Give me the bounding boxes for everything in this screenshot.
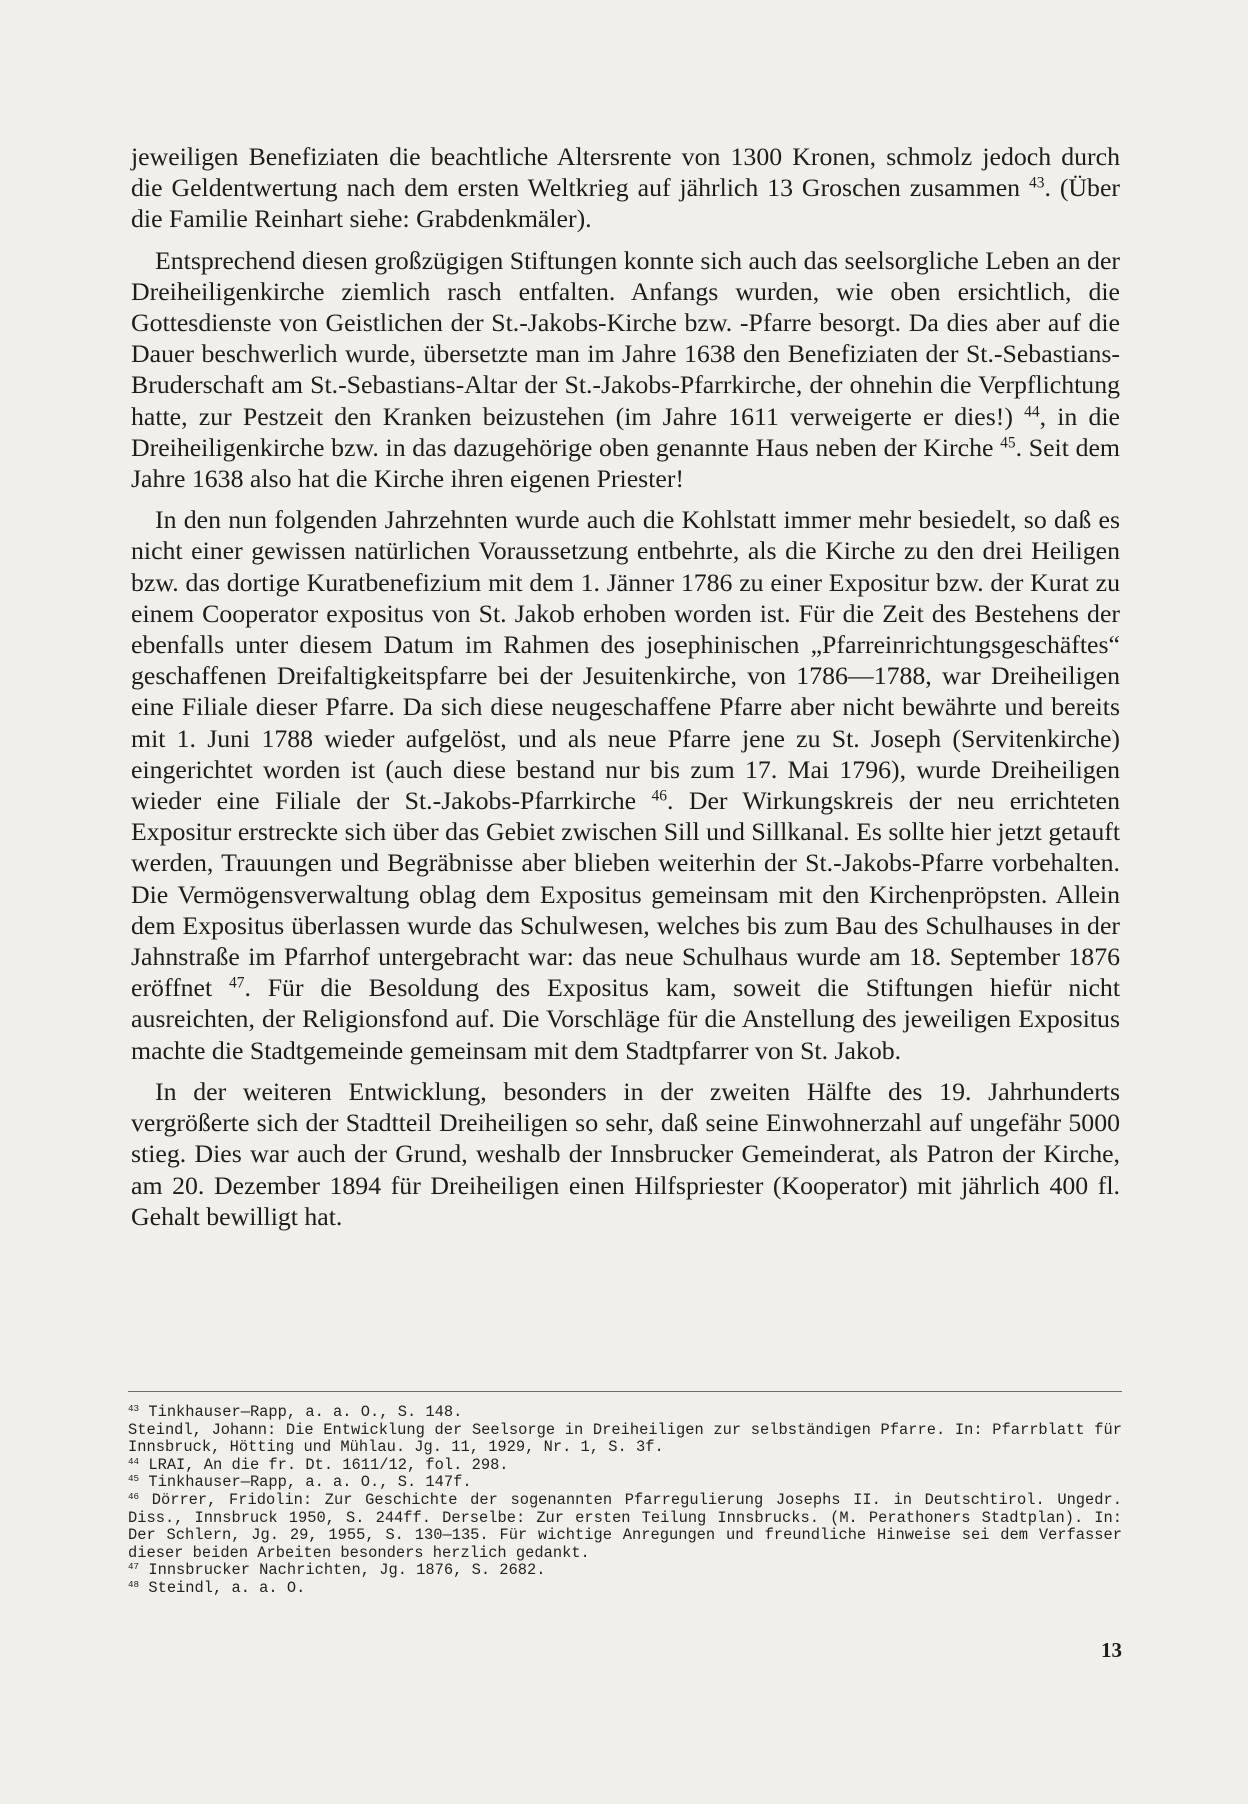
footnote-text: Tinkhauser—Rapp, a. a. O., S. 147f.	[148, 1473, 472, 1492]
footnote-reference: 45	[1000, 434, 1016, 452]
paragraph-text: , in die Dreiheiligenkirche bzw. in das dazugehörige oben genannte Haus neben der Kirche	[131, 401, 1120, 462]
footnote-text: Tinkhauser—Rapp, a. a. O., S. 148.	[148, 1403, 463, 1421]
footnote-reference: 47	[228, 974, 245, 992]
body-paragraph	[131, 245, 1120, 495]
footnote-reference: 46	[651, 787, 667, 805]
footnote-number: 43	[128, 1402, 140, 1414]
paragraph-text: In der weiteren Entwicklung, besonders in der zweiten Hälfte des 19. Jahrhunderts vergrößerte sich der Stadtteil Dreiheiligen so sehr, daß seine Einwohnerzahl auf ungefähr 5000 stieg. Dies war auch der Grund, weshalb der Innsbrucker Gemeinderat, als Patron der Kirche, am 20. Dezember 1894 für Dreiheiligen einen Hilfspriester (Kooperator) mit jährlich 400 fl. Gehalt bewilligt hat.	[131, 1076, 1120, 1231]
page-number: 13	[1101, 1638, 1122, 1662]
footnote-number: 47	[128, 1561, 140, 1573]
paragraph-text: . Für die Besoldung des Expositus kam, soweit die Stiftungen hiefür nicht ausreichten, der Religionsfond auf. Die Vorschläge für die Anstellung des jeweiligen Expositus machte die Stadtgemeinde gemeinsam mit dem Stadtpfarrer von St. Jakob.	[131, 973, 1121, 1065]
footnote-number: 44	[128, 1455, 140, 1467]
footnote-number: 45	[128, 1473, 140, 1485]
footnote-text: Dörrer, Fridolin: Zur Geschichte der sogenannten Pfarregulierung Josephs II. in Deutschtirol. Ungedr. Diss., Innsbruck 1950, S. 244ff. Derselbe: Zur ersten Teilung Innsbrucks. (M. Perathoners Stadtplan). In: Der Schlern, Jg. 29, 1955, S. 130—135. Für wichtige Anregungen und freundliche Hinweise sei dem Verfasser dieser beiden Arbeiten besonders herzlich gedankt.	[128, 1490, 1122, 1562]
footnote	[128, 1562, 1122, 1580]
paragraph-text: . Der Wirkungskreis der neu errichteten Expositur erstreckte sich über das Gebiet zwischen Sill und Sillkanal. Es sollte hier jetzt getauft werden, Trauungen und Begräbnisse aber blieben weiterhin der St.-Jakobs-Pfarre vorbehalten. Die Vermögensverwaltung oblag dem Expositus gemeinsam mit den Kirchenpröpsten. Allein dem Expositus überlassen wurde das Schulwesen, welches bis zum Bau des Schulhauses in der Jahnstraße im Pfarrhof untergebracht war: das neue Schulhaus wurde am 18. September 1876 eröffnet	[131, 786, 1120, 1003]
footnote	[128, 1474, 1122, 1492]
paragraph-text: jeweiligen Benefiziaten die beachtliche Altersrente von 1300 Kronen, schmolz jedoch durch die Geldentwertung nach dem ersten Weltkrieg auf jährlich 13 Groschen zusammen	[131, 142, 1120, 203]
footnote-text: Steindl, a. a. O.	[148, 1578, 306, 1597]
footnote-number: 46	[128, 1490, 140, 1502]
paragraph-text: In den nun folgenden Jahrzehnten wurde auch die Kohlstatt immer mehr besiedelt, so daß es nicht einer gewissen natürlichen Voraussetzung entbehrte, als die Kirche zu den drei Heiligen bzw. das dortige Kuratbenefizium mit dem 1. Jänner 1786 zu einer Expositur bzw. der Kurat zu einem Cooperator expositus von St. Jakob erhoben worden ist. Für die Zeit des Bestehens der ebenfalls unter diesem Datum im Rahmen des josephinischen „Pfarreinrichtungsgeschäftes“ geschaffenen Dreifaltigkeitspfarre bei der Jesuitenkirche, von 1786—1788, war Dreiheiligen eine Filiale dieser Pfarre. Da sich diese neugeschaffene Pfarre aber nicht bewährte und bereits mit 1. Juni 1788 wieder aufgelöst, und als neue Pfarre jene zu St. Joseph (Servitenkirche) eingerichtet worden ist (auch diese bestand nur bis zum 17. Mai 1796), wurde Dreiheiligen wieder eine Filiale der St.-Jakobs-Pfarrkirche	[131, 505, 1120, 816]
footnote	[128, 1580, 1122, 1598]
body-text	[131, 141, 1120, 1242]
footnote-number: 48	[128, 1578, 140, 1590]
footnote	[128, 1457, 1122, 1475]
footnotes	[128, 1404, 1122, 1598]
footnote-reference: 44	[1024, 403, 1040, 421]
footnote	[128, 1492, 1122, 1562]
body-paragraph	[131, 504, 1120, 1066]
body-paragraph	[131, 141, 1120, 235]
footnote	[128, 1404, 1122, 1422]
paragraph-text: . Seit dem Jahre 1638 also hat die Kirche ihren eigenen Priester!	[131, 432, 1120, 494]
footnote-divider	[128, 1391, 1122, 1392]
body-paragraph	[131, 1076, 1120, 1232]
footnote-reference: 43	[1028, 174, 1045, 192]
footnote-text: Innsbrucker Nachrichten, Jg. 1876, S. 2682.	[148, 1561, 546, 1580]
paragraph-text: Entsprechend diesen großzügigen Stiftungen konnte sich auch das seelsorgliche Leben an der Dreiheiligenkirche ziemlich rasch entfalten. Anfangs wurden, wie oben ersichtlich, die Gottesdienste von Geistlichen der St.-Jakobs-Kirche bzw. -Pfarre besorgt. Da dies aber auf die Dauer beschwerlich wurde, übersetzte man im Jahre 1638 den Benefiziaten der St.-Sebastians-Bruderschaft am St.-Sebastians-Altar der St.-Jakobs-Pfarrkirche, der ohnehin die Verpflichtung hatte, zur Pestzeit den Kranken beizustehen (im Jahre 1611 verweigerte er dies!)	[131, 245, 1120, 431]
paragraph-text: . (Über die Familie Reinhart siehe: Grabdenkmäler).	[131, 173, 1120, 234]
footnote	[128, 1422, 1122, 1457]
footnote-text: Steindl, Johann: Die Entwicklung der Seelsorge in Dreiheiligen zur selbständigen Pfarre. In: Pfarrblatt für Innsbruck, Hötting und Mühlau. Jg. 11, 1929, Nr. 1, S. 3f.	[128, 1420, 1122, 1457]
footnote-text: LRAI, An die fr. Dt. 1611/12, fol. 298.	[148, 1455, 509, 1474]
